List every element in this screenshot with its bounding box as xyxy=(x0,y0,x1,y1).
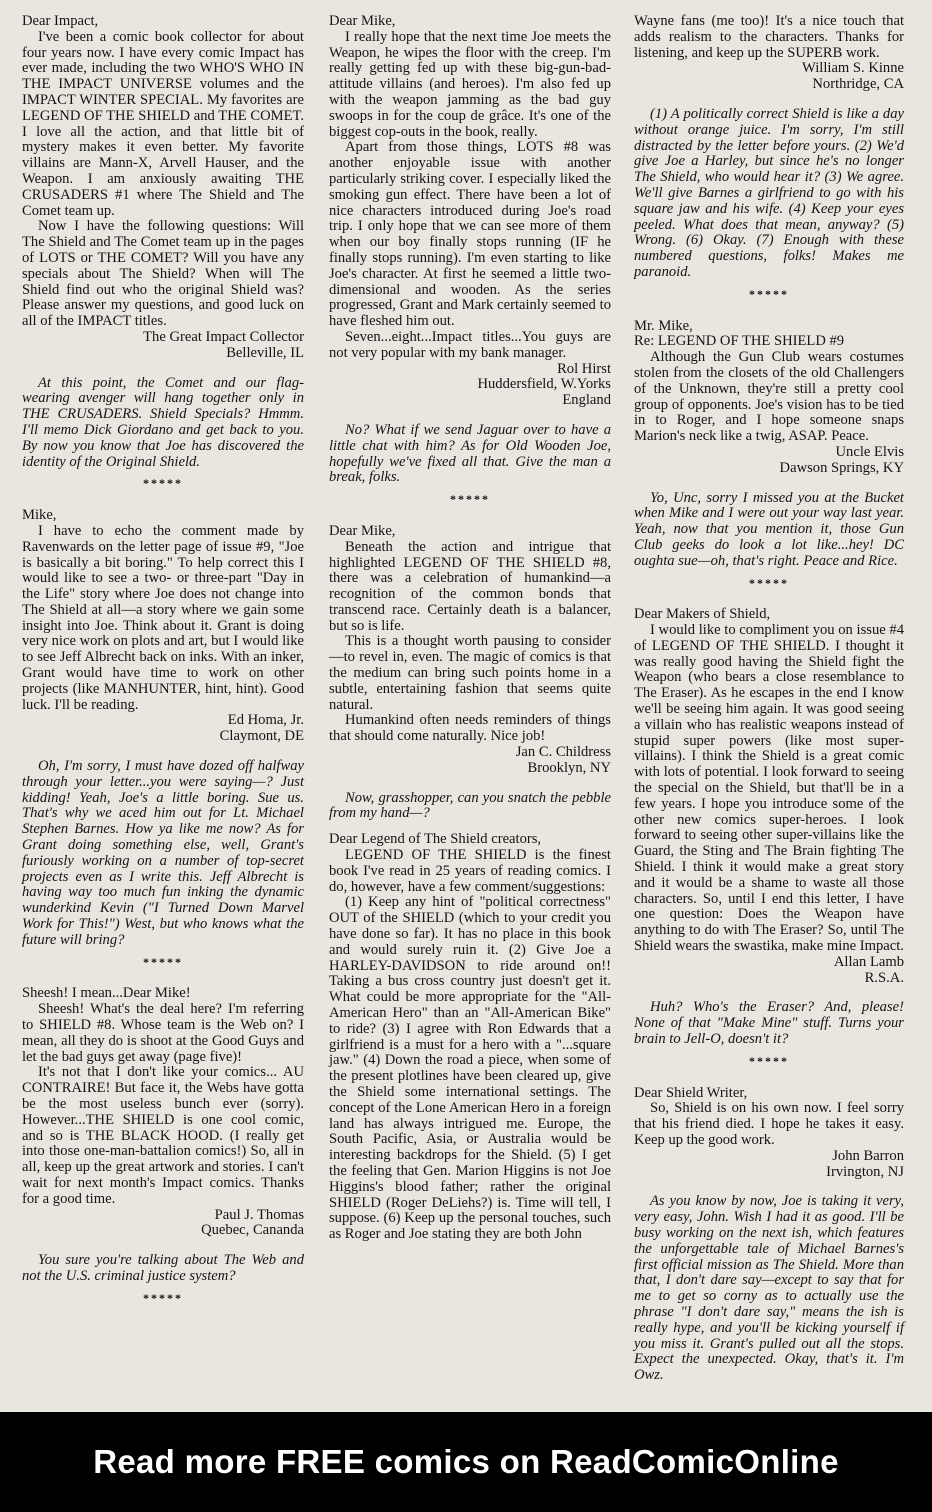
letter-signature: Paul J. Thomas xyxy=(214,1206,304,1223)
separator-stars: ***** xyxy=(143,476,183,491)
letter-paragraph: I would like to compliment you on issue #4 of LEGEND OF THE SHIELD. I thought it was really good having the Shield fight the Weapon (who bears a close resemblance to The Eraser). As he escapes in the end I know we'll be seeing him again. It was good seeing a villain who has realistic weapons instead of stupid super powers (like most super-villains). I think the Shield is a great comic with lots of potential. I look forward to seeing the special on the Shield, but that'll be in a few years. I hope you introduce some of the other new comics super-heroes. I look forward to seeing other super-villains like the Guard, the Sting and The Brain fighting The Shield. I think it would make a great story and it would be a shame to waste all those characters. So, until I end this letter, I have one question: Does the Weapon have anything to do with The Eraser? So, until The Shield wears the swastika, make mine Impact. xyxy=(634,622,904,955)
separator-stars: ***** xyxy=(749,575,789,590)
letter-signature: Allan Lamb xyxy=(833,953,904,970)
letter-signature: William S. Kinne xyxy=(802,60,904,77)
letter-salutation: Sheesh! I mean...Dear Mike! xyxy=(22,985,191,1002)
editor-reply: Now, grasshopper, can you snatch the pebble from my hand—? xyxy=(329,789,611,822)
letter-signature: Ed Homa, Jr. xyxy=(227,712,304,729)
letter-paragraph: It's not that I don't like your comics... AU CONTRAIRE! But face it, the Webs have gotta be the most useless bunch ever (sorry). However...THE SHIELD is one cool comic, and so is THE BLACK HOOD. (I really get into those one-man-battalion comics!) So, all in all, keep up the great artwork and stories. I can't wait for next month's Impact comics. Thanks for a good time. xyxy=(22,1064,304,1207)
letters-column-1 xyxy=(22,14,304,1323)
letter xyxy=(22,986,304,1306)
letter xyxy=(22,14,304,492)
letter-signature: The Great Impact Collector xyxy=(143,328,304,345)
separator-stars: ***** xyxy=(749,1053,789,1068)
letter-paragraph: Seven...eight...Impact titles...You guys are not very popular with my bank manager. xyxy=(329,328,611,361)
letter-salutation: Dear Impact, xyxy=(22,13,99,29)
letter xyxy=(329,832,611,1243)
letter xyxy=(329,14,611,508)
promo-banner-link[interactable]: Read more FREE comics on ReadComicOnline xyxy=(0,1412,932,1512)
letters-column-3 xyxy=(634,14,904,1384)
separator-stars: ***** xyxy=(450,492,490,507)
editor-reply: Yo, Unc, sorry I missed you at the Bucket when Mike and I were out your way last year. Yeah, now that you mention it, those Gun Club geeks do look a lot like...hey! DC oughta sue—oh, that's right. Peace and Rice. xyxy=(634,489,904,569)
letter xyxy=(634,319,904,592)
editor-reply: No? What if we send Jaguar over to have a little chat with him? As for Old Wooden Joe, hopefully we've fixed all that. Give the man a break, folks. xyxy=(329,421,611,486)
letter xyxy=(329,524,611,832)
letter-location: Claymont, DE xyxy=(219,728,304,745)
editor-reply: (1) A politically correct Shield is like a day without orange juice. I'm sorry, I'm still distracted by the letter before yours. (2) We'd give Joe a Harley, but since he's no longer The Shield, who would hear it? (3) We agree. We'll give Barnes a girlfriend to go with his square jaw and his wife. (4) Keep your eyes peeled. What does that mean, anyway? (5) Wrong. (6) Okay. (7) Enough with these numbered questions, folks! Makes me paranoid. xyxy=(634,105,904,280)
letter-paragraph: I really hope that the next time Joe meets the Weapon, he wipes the floor with the creep. I'm really getting fed up with these big-gun-bad-attitude villains (and heroes). I'm also fed up with the weapon jamming as the bad guy swoops in for the coup de grâce. It's one of the biggest cop-outs in the book, really. xyxy=(329,28,611,140)
letter-signature: John Barron xyxy=(832,1147,904,1164)
letter-location: Quebec, Cananda xyxy=(201,1222,304,1239)
letter-paragraph: Humankind often needs reminders of things that should come naturally. Nice job! xyxy=(329,712,611,745)
letter-location: Irvington, NJ xyxy=(826,1163,904,1180)
letter-paragraph: Although the Gun Club wears costumes stolen from the closets of the old Challengers of the Unknown, they're still a pretty cool group of opponents. Joe's vision has to be tied in to Roger, and I hope someone snaps Marion's neck like a twig, ASAP. Peace. xyxy=(634,349,904,445)
letter-paragraph: I've been a comic book collector for about four years now. I have every comic Impact has ever made, including the two WHO'S WHO IN THE IMPACT UNIVERSE volumes and the IMPACT WINTER SPECIAL. My favorites are LEGEND OF THE SHIELD and THE COMET. I love all the action, and that little bit of mystery makes it even better. My favorite villains are Mann-X, Arvell Hauser, and the Weapon. I am anxiously awaiting THE CRUSADERS #1 where The Shield and The Comet team up. xyxy=(22,28,304,219)
editor-reply: At this point, the Comet and our flag-wearing avenger will hang together only in THE CRUSADERS. Shield Specials? Hmmm. I'll memo Dick Giordano and get back to you. By now you know that Joe has discovered the identity of the Original Shield. xyxy=(22,374,304,470)
letter-paragraph: Sheesh! What's the deal here? I'm referring to SHIELD #8. Whose team is the Web on? I mean, all they do is shoot at the Good Guys and let the bad guys get away (page five)! xyxy=(22,1001,304,1065)
letter-subject: Re: LEGEND OF THE SHIELD #9 xyxy=(634,333,845,350)
letter-paragraph: This is a thought worth pausing to consider—to revel in, even. The magic of comics is that the medium can bring such points home in a subtle, entertaining fashion that seems quite natural. xyxy=(329,633,611,713)
letter-location: Belleville, IL xyxy=(226,344,304,361)
letters-column-2 xyxy=(329,14,611,1243)
letter-paragraph: Now I have the following questions: Will The Shield and The Comet team up in the pages of LOTS or THE COMET? Will you have any specials about The Shield? When will The Shield find out who the original Shield was? Please answer my questions, and good luck on all of the IMPACT titles. xyxy=(22,218,304,330)
letter xyxy=(634,14,904,303)
letter-paragraph: (1) Keep any hint of "political correctness" OUT of the SHIELD (which to your credit you have done so far). It has no place in this book and would surely ruin it. (2) Give Joe a HARLEY-DAVIDSON to ride around on!! Taking a bus cross country just doesn't get it. What could be more appropriate for the "All-American Hero" than an "All-American Bike" to ride? (3) I agree with Ron Edwards that a girlfriend is a must for a hero with a "...square jaw." (4) Down the road a piece, when some of the present plotlines have been cleared up, give the Shield some international settings. The concept of the Lone American Hero in a foreign land has always intrigued me. Europe, the South Pacific, Asia, or Australia would be interesting backdrops for the Shield. (5) I get the feeling that Gen. Marion Higgins is not Joe Higgins's blood father; rather the original SHIELD (Roger DeLiehs?) is. Time will tell, I suppose. (6) Keep up the personal touches, such as Roger and Joe stating they are both John xyxy=(329,894,611,1243)
separator-stars: ***** xyxy=(143,1290,183,1305)
letter-location: Brooklyn, NY xyxy=(527,759,611,776)
letter xyxy=(634,607,904,1069)
editor-reply: As you know by now, Joe is taking it very, very easy, John. Wish I had it as good. I'll be busy working on the next ish, which features the unforgettable tale of Michael Barnes's first official mission as The Shield. More than that, I don't dare say—except to say that for me to get so corny as to actually use the phrase "I don't dare say," means the ish is really hype, and you'll be kicking yourself if you miss it. Grant's pulled out all the stops. Expect the unexpected. Okay, that's it. I'm Owz. xyxy=(634,1193,904,1384)
letter-salutation: Dear Makers of Shield, xyxy=(634,606,771,623)
letter-salutation: Dear Mike, xyxy=(329,13,396,29)
letter-signature: Uncle Elvis xyxy=(835,443,904,460)
letter-paragraph: So, Shield is on his own now. I feel sorry that his friend died. I hope he takes it easy. Keep up the good work. xyxy=(634,1100,904,1148)
letter xyxy=(22,508,304,970)
letter-location: R.S.A. xyxy=(864,969,904,986)
letter-salutation: Dear Shield Writer, xyxy=(634,1084,748,1101)
letter-country: England xyxy=(562,392,611,409)
letter-signature: Rol Hirst xyxy=(557,360,611,377)
letter-salutation: Mike, xyxy=(22,507,57,524)
letter-signature: Jan C. Childress xyxy=(515,744,611,761)
letter xyxy=(634,1086,904,1384)
letter-salutation: Mr. Mike, xyxy=(634,317,693,334)
editor-reply: You sure you're talking about The Web and not the U.S. criminal justice system? xyxy=(22,1252,304,1284)
editor-reply: Huh? Who's the Eraser? And, please! None of that "Make Mine" stuff. Turns your brain to Jell-O, doesn't it? xyxy=(634,999,904,1048)
separator-stars: ***** xyxy=(749,286,789,301)
letter-salutation: Dear Legend of The Shield creators, xyxy=(329,831,542,848)
letter-location: Northridge, CA xyxy=(812,76,904,93)
letter-paragraph: Wayne fans (me too)! It's a nice touch that adds realism to the characters. Thanks for listening, and keep up the SUPERB work. xyxy=(634,13,904,61)
letter-paragraph: Apart from those things, LOTS #8 was another enjoyable issue with another particularly striking cover. I especially liked the smoking gun effect. There have been a lot of nice characters introduced during Joe's road trip. I only hope that we can see more of them when our boy finally stops running (IF he finally stops running). I'm even starting to like Joe's character. At first he seemed a little two-dimensional and wooden. As the series progressed, Grant and Mark certainly seemed to have fleshed him out. xyxy=(329,139,611,330)
letter-location: Dawson Springs, KY xyxy=(779,459,904,476)
letter-paragraph: I have to echo the comment made by Ravenwards on the letter page of issue #9, "Joe is basically a bit boring." To help correct this I would like to see a two- or three-part "Day in the Life" story where Joe does not change into The Shield at all—a story where we gain some insight into Joe. Think about it. Grant is doing very nice work on plots and art, but I would like to see Jeff Albrecht back on inks. With an inker, Grant would have time to work on other projects (like MANHUNTER, hint, hint). Good luck. I'll be reading. xyxy=(22,522,304,713)
separator-stars: ***** xyxy=(143,954,183,969)
letter-salutation: Dear Mike, xyxy=(329,522,396,539)
editor-reply: Oh, I'm sorry, I must have dozed off halfway through your letter...you were saying—? Just kidding! Yeah, Joe's a little boring. Sue us. That's why we aced him out for Lt. Michael Stephen Barnes. How ya like me now? As for Grant doing something else, well, Grant's furiously working on a number of top-secret projects even as I write this. Jeff Albrecht is having way too much fun inking the dynamic wunderkind Kevin ("I Turned Down Marvel Work for This!") West, but who knows what the future will bring? xyxy=(22,758,304,948)
letter-paragraph: Beneath the action and intrigue that highlighted LEGEND OF THE SHIELD #8, there was a celebration of humankind—a recognition of the common bonds that transcend race. Certainly death is a balancer, but so is life. xyxy=(329,538,611,634)
letter-location: Huddersfield, W.Yorks xyxy=(477,376,611,393)
letter-paragraph: LEGEND OF THE SHIELD is the finest book I've read in 25 years of reading comics. I do, however, have a few comment/suggestions: xyxy=(329,847,611,895)
